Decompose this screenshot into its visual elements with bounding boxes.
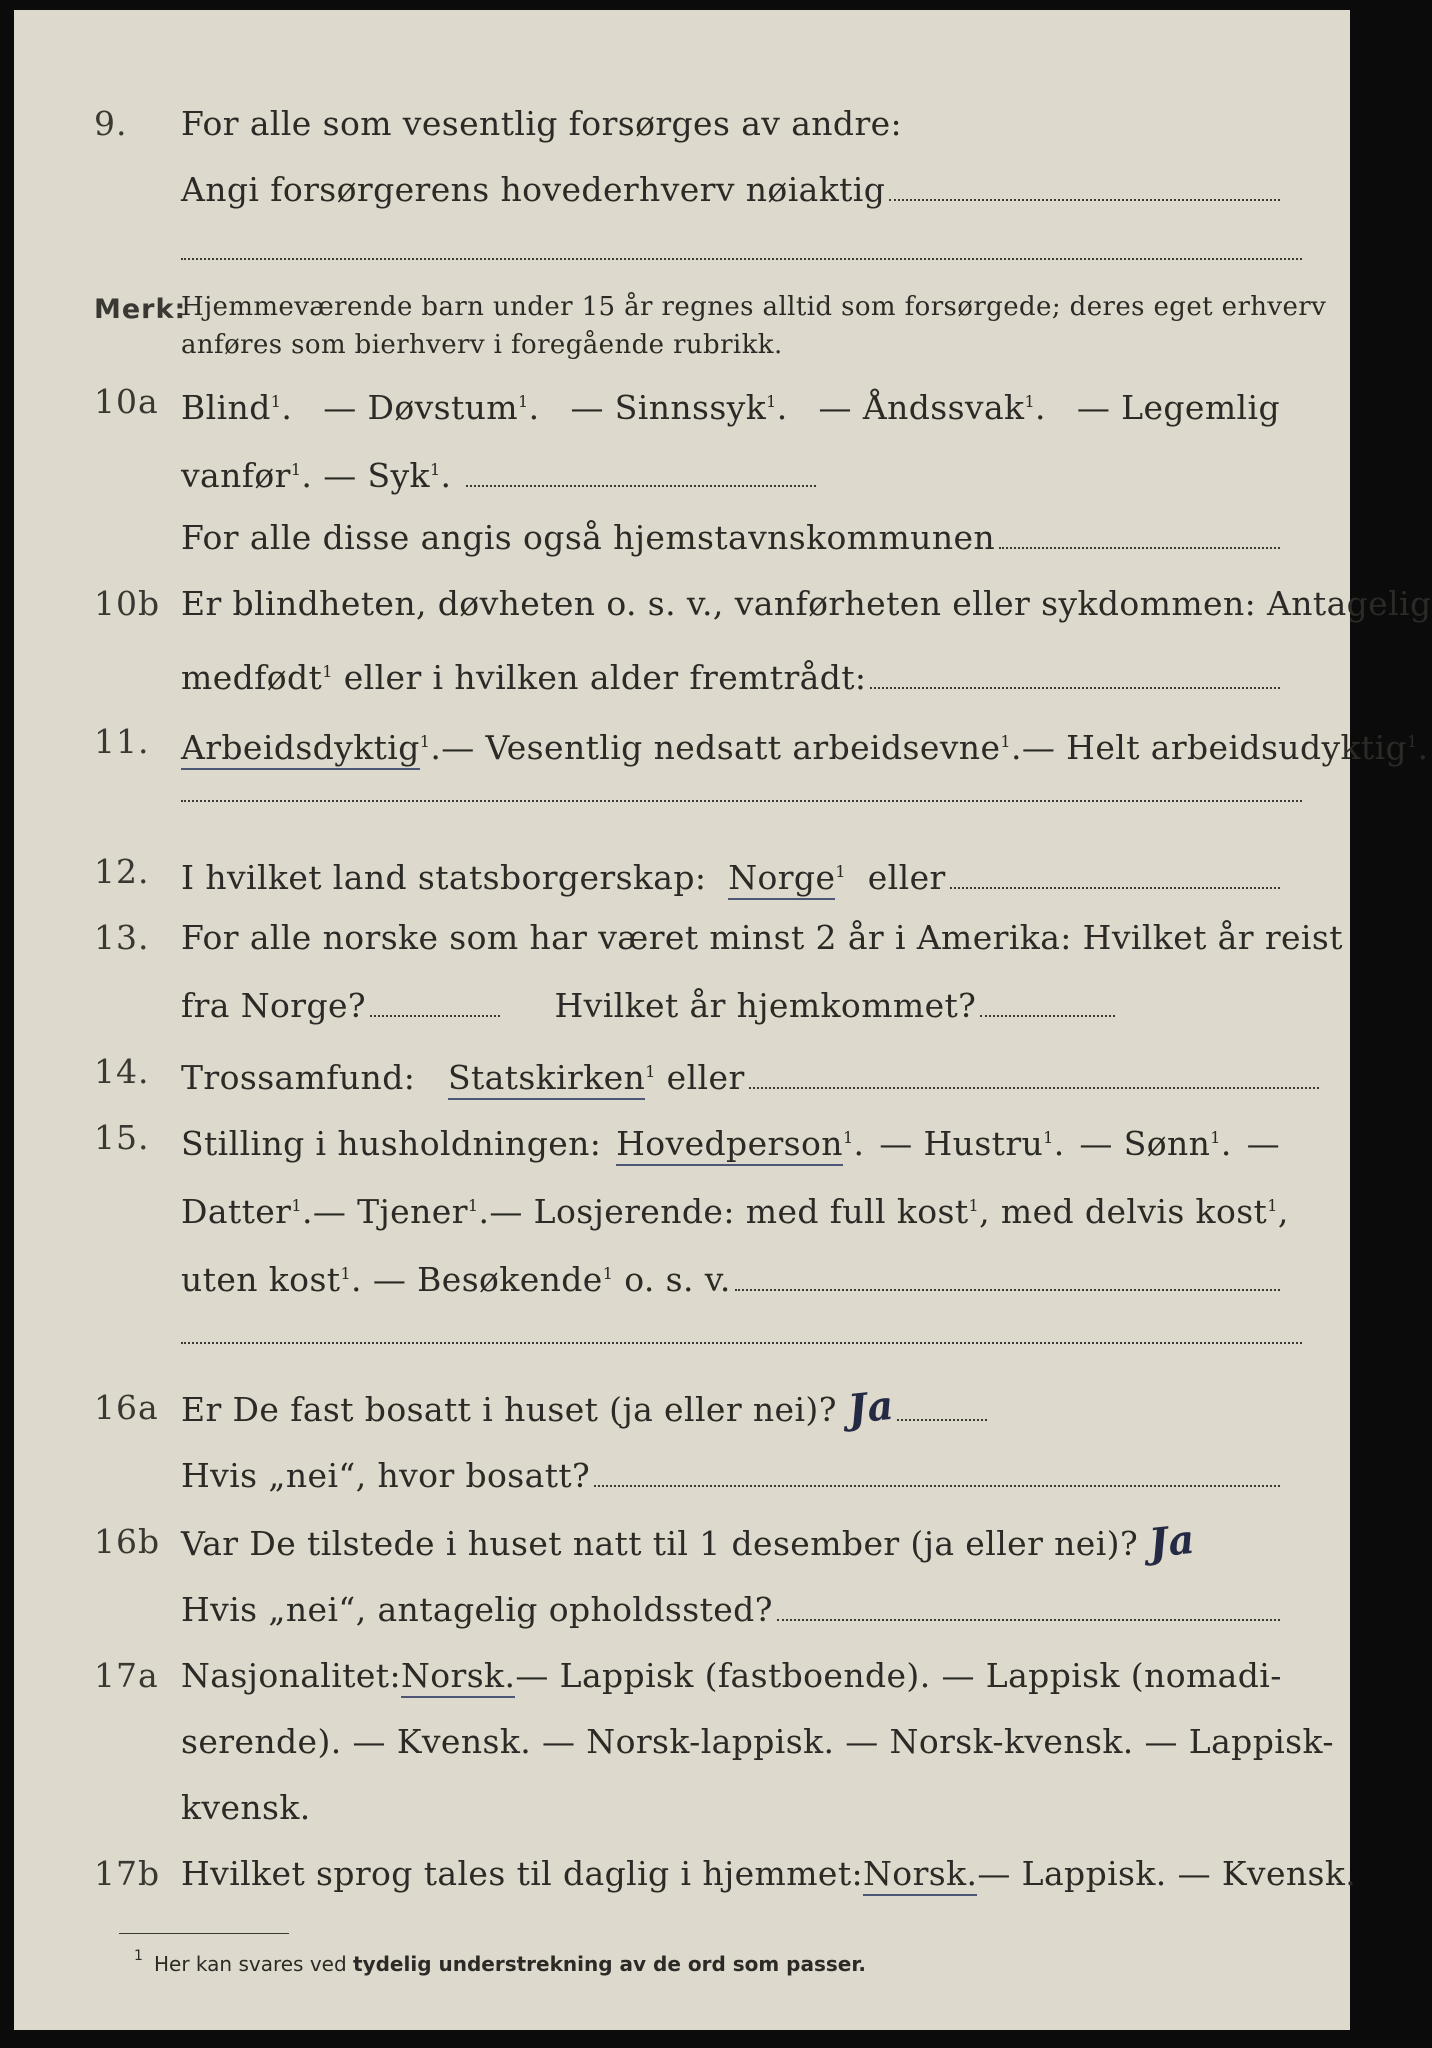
option-delvis-kost-text: , med delvis kost [979, 1192, 1268, 1231]
option-udyktig-text: — Helt arbeidsudyktig [1021, 728, 1408, 767]
q12-line-1 [181, 852, 1280, 898]
q16a-text-2: Hvis „nei“, hvor bosatt? [181, 1456, 591, 1495]
footnote-mark: 1 [518, 392, 529, 411]
option-medfodt-text: medfødt [181, 658, 323, 697]
q15-osv: o. s. v. [624, 1260, 731, 1299]
option-besokende[interactable] [373, 1260, 614, 1299]
option-uten-kost[interactable]: uten kost$^1$. [181, 1260, 362, 1299]
footnote-mark: 1 [842, 1128, 854, 1147]
option-sonn-text: — Sønn [1079, 1124, 1211, 1163]
q17b-options[interactable]: — Lappisk. — Kvensk. [977, 1854, 1357, 1893]
question-number-13: 13. [94, 918, 150, 957]
option-hustru-text: — Hustru [879, 1124, 1044, 1163]
census-form-page [14, 10, 1432, 2030]
merk-line-1 [181, 290, 1327, 324]
question-number-12: 12. [94, 852, 150, 891]
footnote-mark: 1 [1024, 392, 1036, 411]
footnote-mark: 1 [1407, 732, 1418, 751]
q14-eller: eller [666, 1058, 745, 1097]
footnote-text-2: tydelig understrekning av de ord som passer. [353, 1952, 866, 1976]
q9-line-1 [181, 104, 1280, 144]
option-hustru[interactable]: — Hustru$^1$. [879, 1124, 1065, 1163]
q10a-line-3 [181, 518, 1280, 558]
q17a-options-3[interactable]: kvensk. [181, 1788, 311, 1827]
footnote-number: 1 [134, 1948, 143, 1964]
option-tjener-text: — Tjener [312, 1192, 468, 1231]
q10a-syk-field[interactable] [466, 481, 816, 487]
q17a-line-3 [181, 1788, 1280, 1828]
option-norge[interactable] [728, 858, 846, 897]
question-number-17a: 17a [94, 1656, 159, 1695]
option-delvis-kost[interactable] [979, 1186, 1289, 1232]
q16b-opholdssted-field[interactable] [777, 1615, 1280, 1621]
q10b-text-2: eller i hvilken alder fremtrådt: [343, 658, 867, 697]
option-vanfor-text: vanfør [181, 456, 291, 495]
q14-trossamfund-field[interactable] [749, 1083, 1319, 1089]
footnote-mark: 1 [467, 1196, 479, 1215]
q15-dash: — [1246, 1124, 1280, 1163]
option-medfodt[interactable] [181, 658, 333, 697]
q13-reist-label: fra Norge? [181, 986, 367, 1025]
q10b-alder-field[interactable] [870, 683, 1280, 689]
option-arbeidsudyktig[interactable]: — Helt arbeidsudyktig$^1$. [1021, 728, 1429, 767]
q13-hjemkommet-field[interactable] [980, 1011, 1115, 1017]
q13-line-2 [181, 986, 1280, 1026]
q15-line-2 [181, 1186, 1289, 1232]
q13-line-1 [181, 918, 1343, 958]
q15-line-3 [181, 1254, 1280, 1300]
q15-answer-line[interactable] [181, 1342, 1302, 1344]
question-number-16a: 16a [94, 1388, 159, 1427]
footnote-mark: 1 [1267, 1196, 1278, 1215]
q16a-bosatt-field[interactable] [594, 1481, 1280, 1487]
footnote-mark: 1 [291, 1196, 302, 1215]
footnote-divider [119, 1933, 289, 1934]
footnote-mark: 1 [270, 392, 282, 411]
option-datter-text: Datter [181, 1192, 292, 1231]
option-besokende-text: — Besøkende [372, 1260, 603, 1299]
q16b-line-1 [181, 1515, 1280, 1568]
option-legemlig[interactable]: — Legemlig [1076, 388, 1280, 427]
footnote-mark: 1 [766, 392, 777, 411]
q9-text-2: Angi forsørgerens hovederhverv nøiaktig [181, 170, 886, 209]
footnote-mark: 1 [429, 460, 441, 479]
option-uten-kost-text: uten kost [181, 1260, 341, 1299]
q10b-line-1 [181, 584, 1432, 624]
q14-text: Trossamfund: [181, 1058, 416, 1097]
q16a-handwritten-answer[interactable]: Ja [845, 1381, 896, 1434]
footnote [134, 1948, 866, 1976]
option-syk[interactable]: — Syk$^1$. [323, 456, 452, 495]
q16a-text-1: Er De fast bosatt i huset (ja eller nei)? [181, 1390, 837, 1429]
q14-line-1 [181, 1052, 1280, 1098]
q17a-options-1[interactable]: — Lappisk (fastboende). — Lappisk (nomadi- [515, 1656, 1282, 1695]
q16b-handwritten-answer[interactable]: Ja [1146, 1515, 1197, 1568]
q13-hjemkommet-label: Hvilket år hjemkommet? [554, 986, 977, 1025]
q10b-text-1: Er blindheten, døvheten o. s. v., vanførheten eller sykdommen: Antagelig [181, 584, 1432, 623]
q15-stilling-field[interactable] [735, 1285, 1280, 1291]
question-number-10b: 10b [94, 584, 161, 623]
option-syk-text: — Syk [323, 456, 430, 495]
q16a-line-2 [181, 1456, 1280, 1496]
question-number-15: 15. [94, 1118, 150, 1157]
footnote-mark: 1 [645, 1062, 656, 1081]
q17a-text: Nasjonalitet: [181, 1656, 401, 1695]
q17a-line-1 [181, 1656, 1280, 1696]
merk-text-2: anføres som bierhverv i foregående rubrikk. [181, 330, 783, 360]
footnote-mark: 1 [419, 732, 431, 751]
option-hovedperson-text: Hovedperson [616, 1124, 843, 1166]
option-statskirken-text: Statskirken [448, 1058, 645, 1100]
option-arbeidsdyktig-text: Arbeidsdyktig [181, 728, 420, 770]
q16b-line-2 [181, 1590, 1280, 1630]
q10a-hjemstavn-field[interactable] [999, 543, 1280, 549]
option-full-kost-text: — Losjerende: med full kost [489, 1192, 969, 1231]
q15-line-1 [181, 1118, 1280, 1164]
question-number-10a: 10a [94, 382, 159, 421]
option-dovstum-text: — Døvstum [323, 388, 518, 427]
option-arbeidsdyktig[interactable]: Arbeidsdyktig$^1$. [181, 722, 441, 768]
q12-land-field[interactable] [950, 883, 1280, 889]
q9-answer-field[interactable] [889, 195, 1280, 201]
option-nedsatt-text: — Vesentlig nedsatt arbeidsevne [441, 728, 1001, 767]
option-dovstum[interactable]: — Døvstum$^1$. [323, 388, 540, 427]
question-number-9: 9. [94, 104, 128, 143]
option-norsk-text: Norsk. [401, 1656, 515, 1698]
q12-eller: eller [867, 858, 946, 897]
question-number-11: 11. [94, 722, 150, 761]
option-vanfor[interactable]: vanfør$^1$. [181, 456, 313, 495]
q17b-line-1 [181, 1854, 1357, 1894]
merk-line-2 [181, 328, 1280, 362]
merk-label: Merk: [94, 294, 187, 325]
q9-text-1: For alle som vesentlig forsørges av andre: [181, 104, 903, 143]
footnote-mark: 1 [602, 1264, 614, 1283]
option-nedsatt-arbeidsevne[interactable]: — Vesentlig nedsatt arbeidsevne$^1$. [441, 728, 1022, 767]
q10a-line-1 [181, 382, 1280, 428]
merk-text-1: Hjemmeværende barn under 15 år regnes alltid som forsørgede; deres eget erhverv [181, 292, 1327, 322]
question-number-17b: 17b [94, 1854, 161, 1893]
option-hovedperson[interactable]: Hovedperson$^1$. [616, 1118, 864, 1164]
q12-text: I hvilket land statsborgerskap: [181, 858, 707, 897]
option-andssvak[interactable]: — Åndssvak$^1$. [818, 388, 1046, 427]
option-sprog-norsk[interactable] [863, 1854, 977, 1894]
q9-line-2 [181, 170, 1280, 210]
option-sinnssyk-text: — Sinnssyk [570, 388, 767, 427]
q16b-text-2: Hvis „nei“, antagelig opholdssted? [181, 1590, 773, 1629]
q10b-line-2 [181, 652, 1280, 698]
option-statskirken[interactable] [448, 1058, 656, 1097]
q13-reist-field[interactable] [370, 1011, 500, 1017]
q17a-line-2 [181, 1722, 1334, 1762]
footnote-text-1: Her kan svares ved [154, 1952, 347, 1976]
option-andssvak-text: — Åndssvak [818, 388, 1025, 427]
footnote-mark: 1 [1210, 1128, 1221, 1147]
footnote-mark: 1 [290, 460, 302, 479]
option-datter[interactable]: Datter$^1$. [181, 1192, 313, 1231]
q10a-line-2 [181, 450, 1280, 496]
option-norsk[interactable] [401, 1656, 515, 1696]
footnote-mark: 1 [835, 862, 846, 881]
footnote-mark: 1 [968, 1196, 980, 1215]
q16a-answer-field[interactable] [897, 1415, 987, 1421]
q11-line-1 [181, 722, 1429, 768]
q15-text: Stilling i husholdningen: [181, 1124, 602, 1163]
footnote-mark: 1 [322, 662, 333, 681]
q11-answer-line[interactable] [181, 800, 1302, 802]
footnote-mark: 1 [1000, 732, 1011, 751]
q16b-text-1: Var De tilstede i huset natt til 1 desember (ja eller nei)? [181, 1524, 1139, 1563]
q10a-text-3: For alle disse angis også hjemstavnskommunen [181, 518, 996, 557]
question-number-14: 14. [94, 1052, 150, 1091]
option-blind[interactable]: Blind$^1$. [181, 388, 293, 427]
option-tjener[interactable]: — Tjener$^1$. [312, 1192, 490, 1231]
question-number-16b: 16b [94, 1522, 161, 1561]
option-sonn[interactable]: — Sønn$^1$. [1079, 1124, 1232, 1163]
q13-text-1: For alle norske som har været minst 2 år i Amerika: Hvilket år reist [181, 918, 1343, 957]
footnote-mark: 1 [1043, 1128, 1054, 1147]
option-full-kost[interactable] [489, 1186, 979, 1232]
q16a-line-1 [181, 1381, 1280, 1434]
footnote-mark: 1 [340, 1264, 352, 1283]
option-sinnssyk[interactable]: — Sinnssyk$^1$. [570, 388, 788, 427]
option-blind-text: Blind [181, 388, 271, 427]
q15-comma: , [1277, 1192, 1289, 1231]
q9-answer-line[interactable] [181, 258, 1302, 260]
q17a-options-2[interactable]: serende). — Kvensk. — Norsk-lappisk. — Norsk-kvensk. — Lappisk- [181, 1722, 1334, 1761]
option-sprog-norsk-text: Norsk. [863, 1854, 977, 1896]
q17b-text: Hvilket sprog tales til daglig i hjemmet: [181, 1854, 864, 1893]
option-norge-text: Norge [728, 858, 835, 900]
